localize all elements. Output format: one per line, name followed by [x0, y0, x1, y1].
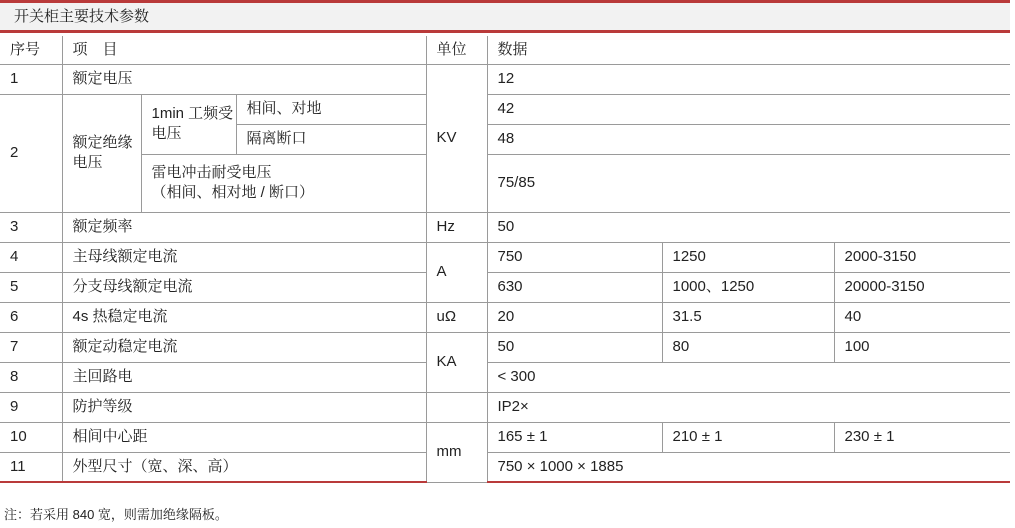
table-row	[0, 302, 1010, 332]
row-item: 主回路电	[62, 362, 426, 392]
unit-a: A	[426, 242, 487, 302]
sub-item-impulse	[141, 154, 426, 212]
header-unit: 单位	[426, 36, 487, 64]
row-item: 额定绝缘电压	[62, 94, 141, 212]
row-value: 48	[487, 124, 1010, 154]
row-seq: 11	[0, 452, 62, 482]
table-row	[0, 452, 1010, 482]
row-value: 50	[487, 332, 662, 362]
header-row	[0, 36, 1010, 64]
row-value: 31.5	[662, 302, 834, 332]
row-value: IP2×	[487, 392, 1010, 422]
row-item: 分支母线额定电流	[62, 272, 426, 302]
row-value: 1000、1250	[662, 272, 834, 302]
row-value: 75/85	[487, 154, 1010, 212]
table-row	[0, 332, 1010, 362]
unit-kv: KV	[426, 64, 487, 212]
row-seq: 4	[0, 242, 62, 272]
row-value: 12	[487, 64, 1010, 94]
table-row	[0, 362, 1010, 392]
table-row	[0, 392, 1010, 422]
unit-empty	[426, 392, 487, 422]
row-value: 40	[834, 302, 1010, 332]
row-item: 主母线额定电流	[62, 242, 426, 272]
row-value: 20	[487, 302, 662, 332]
table-title: 开关柜主要技术参数	[0, 3, 1010, 30]
sub-item-power-frequency: 1min 工频受电压	[141, 94, 236, 154]
row-value: 100	[834, 332, 1010, 362]
table-row	[0, 242, 1010, 272]
row-item: 外型尺寸（宽、深、高）	[62, 452, 426, 482]
row-seq: 2	[0, 94, 62, 212]
table-row	[0, 154, 1010, 212]
row-item: 4s 热稳定电流	[62, 302, 426, 332]
row-value: < 300	[487, 362, 1010, 392]
table-row	[0, 94, 1010, 124]
row-seq: 1	[0, 64, 62, 94]
row-value: 750 × 1000 × 1885	[487, 452, 1010, 482]
row-item: 额定频率	[62, 212, 426, 242]
row-value: 1250	[662, 242, 834, 272]
header-item: 项 目	[62, 36, 426, 64]
row-item: 相间中心距	[62, 422, 426, 452]
row-value: 20000-3150	[834, 272, 1010, 302]
row-value: 630	[487, 272, 662, 302]
row-seq: 7	[0, 332, 62, 362]
row-value: 750	[487, 242, 662, 272]
impulse-label-line2: （相间、相对地 / 断口）	[151, 184, 315, 201]
table-row	[0, 64, 1010, 94]
table-row	[0, 272, 1010, 302]
row-seq: 9	[0, 392, 62, 422]
row-item: 额定动稳定电流	[62, 332, 426, 362]
table-row	[0, 212, 1010, 242]
footnote: 注：若采用 840 宽，则需加绝缘隔板。	[4, 507, 228, 522]
row-value: 210 ± 1	[662, 422, 834, 452]
row-seq: 5	[0, 272, 62, 302]
spec-table	[0, 36, 1010, 483]
row-item: 额定电压	[62, 64, 426, 94]
row-value: 165 ± 1	[487, 422, 662, 452]
row-value: 230 ± 1	[834, 422, 1010, 452]
title-bottom-rule	[0, 30, 1010, 33]
sub-item-break: 隔离断口	[236, 124, 426, 154]
row-seq: 6	[0, 302, 62, 332]
unit-hz: Hz	[426, 212, 487, 242]
row-value: 50	[487, 212, 1010, 242]
row-item: 防护等级	[62, 392, 426, 422]
row-seq: 8	[0, 362, 62, 392]
row-seq: 3	[0, 212, 62, 242]
row-value: 2000-3150	[834, 242, 1010, 272]
unit-uohm: uΩ	[426, 302, 487, 332]
row-value: 80	[662, 332, 834, 362]
header-data: 数据	[487, 36, 1010, 64]
unit-ka: KA	[426, 332, 487, 392]
sub-item-phase: 相间、对地	[236, 94, 426, 124]
unit-mm: mm	[426, 422, 487, 482]
row-value: 42	[487, 94, 1010, 124]
table-row	[0, 422, 1010, 452]
impulse-label-line1: 雷电冲击耐受电压	[151, 164, 272, 181]
row-seq: 10	[0, 422, 62, 452]
header-seq: 序号	[0, 36, 62, 64]
